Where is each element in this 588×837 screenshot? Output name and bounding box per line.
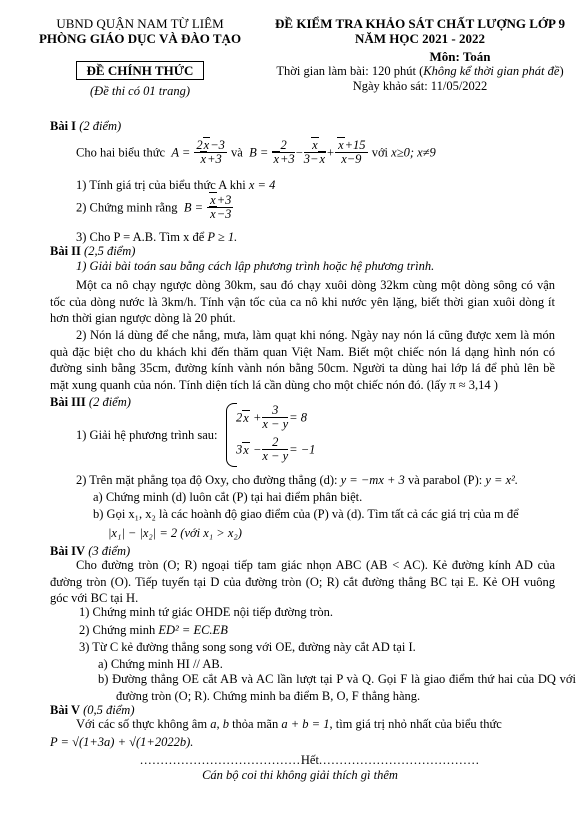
section-2-problem-2: 2) Nón lá dùng để che nắng, mưa, làm quạt khi nóng. Ngày nay nón lá cũng được xem là món quà đặc biệt cho du khách khi đến thăm quan Việt Nam. Biết một chiếc nón lá dạng hình nón có đường sinh bằng 35cm, đường kính vành nón bằng 50cm. Người ta dùng hai lớp lá để phủ lên bề mặt xung quanh của nón. Tính diện tích lá cần dùng cho một chiếc nón đó. (lấy π ≈ 3,14 ) — [50, 328, 555, 392]
official-label: ĐỀ CHÍNH THỨC — [76, 61, 205, 80]
section-4-q2: 2) Chứng minh ED² = EC.EB — [79, 623, 228, 637]
section-1-intro: Cho hai biểu thức A = $\frac{2x-3}{x+3}$ và B = $\frac{2}{x+3}$ − $\frac{x}{3-x}$ + $\frac{x+15}{x-9}$ với x≥0; x≠9 — [76, 138, 436, 166]
footer-note: Cán bộ coi thi không giải thích gì thêm — [202, 768, 398, 782]
section-3-q1: 1) Giải hệ phương trình sau: — [76, 428, 218, 442]
section-5-statement: Với các số thực không âm a, b thỏa mãn a + b = 1, tìm giá trị nhỏ nhất của biểu thức — [76, 717, 502, 731]
time-allowed: Thời gian làm bài: 120 phút (Không kể thời gian phát đề) — [276, 64, 564, 78]
section-4-q1: 1) Chứng minh tứ giác OHDE nội tiếp đường tròn. — [79, 605, 333, 619]
section-3-q2: 2) Trên mặt phẳng tọa độ Oxy, cho đường thẳng (d): y = −mx + 3 và parabol (P): y = x². — [76, 473, 518, 487]
section-4-q3b: b) Đường thẳng OE cắt AB và AC lần lượt tại P và Q. Gọi F là giao điểm thứ hai của DQ với đường tròn (O; R). Chứng minh ba điểm B, O, F thẳng hàng. — [98, 672, 576, 703]
section-4-statement: Cho đường tròn (O; R) ngoại tiếp tam giác nhọn ABC (AB < AC). Kẻ đường kính AD của đường tròn (O). Tiếp tuyến tại D của đường tròn (O; R) cắt đường thẳng BC tại E. Kẻ OH vuông góc với BC tại H. — [50, 558, 555, 606]
equation-1: 2x + $\frac{3}{x - y}$ = 8 — [236, 403, 307, 431]
exam-title: ĐỀ KIỂM TRA KHẢO SÁT CHẤT LƯỢNG LỚP 9 — [275, 16, 565, 31]
section-3-qa: a) Chứng minh (d) luôn cắt (P) tại hai điểm phân biệt. — [93, 490, 363, 504]
school-year: NĂM HỌC 2021 - 2022 — [355, 31, 485, 46]
section-3-qb: b) Gọi x₁, x₂ là các hoành độ giao điểm của (P) và (d). Tìm tất cả các giá trị của m để — [93, 507, 519, 521]
section-4-q3: 3) Từ C kẻ đường thẳng song song với OE, đường này cắt AD tại I. — [79, 640, 416, 654]
section-1-q2: 2) Chứng minh rằng B = $\frac{x+3}{x-3}$ — [76, 193, 232, 221]
section-4-q3a: a) Chứng minh HI // AB. — [98, 657, 223, 671]
section-2-heading: Bài II (2,5 điểm) — [50, 244, 136, 258]
section-4-heading: Bài IV (3 điểm) — [50, 544, 131, 558]
official-badge — [70, 62, 210, 80]
section-2-problem-1: Một ca nô chạy ngược dòng 30km, sau đó chạy xuôi dòng 32km cùng một dòng sông có vận tốc của dòng nước là 3km/h. Tính vận tốc của ca nô khi nước yên lặng, biết thời gian xuôi dòng ít hơn thời gian ngược dòng là 20 phút. — [50, 278, 555, 326]
section-3-qb-condition: |x₁| − |x₂| = 2 (với x₁ > x₂) — [108, 526, 242, 540]
department-name: UBND QUẬN NAM TỪ LIÊM — [56, 16, 224, 31]
pages-note: (Đề thi có 01 trang) — [90, 84, 190, 98]
section-2-instruction: 1) Giải bài toán sau bằng cách lập phương trình hoặc hệ phương trình. — [76, 259, 435, 273]
section-1-q1: 1) Tính giá trị của biểu thức A khi x = 4 — [76, 178, 276, 192]
section-1-q3: 3) Cho P = A.B. Tìm x để P ≥ 1. — [76, 230, 238, 244]
section-5-heading: Bài V (0,5 điểm) — [50, 703, 135, 717]
section-3-heading: Bài III (2 điểm) — [50, 395, 131, 409]
section-1-heading: Bài I (2 điểm) — [50, 119, 122, 133]
subject: Môn: Toán — [429, 49, 491, 64]
section-5-expression: P = √(1+3a) + √(1+2022b). — [50, 735, 194, 749]
office-name: PHÒNG GIÁO DỤC VÀ ĐÀO TẠO — [38, 31, 242, 46]
fraction-a: $\frac{2x-3}{x+3}$ — [196, 138, 225, 166]
end-marker: .......................................Hết....................................... — [140, 753, 480, 767]
exam-date: Ngày khảo sát: 11/05/2022 — [352, 79, 488, 93]
equation-2: 3x − $\frac{2}{x - y}$ = −1 — [236, 435, 316, 463]
